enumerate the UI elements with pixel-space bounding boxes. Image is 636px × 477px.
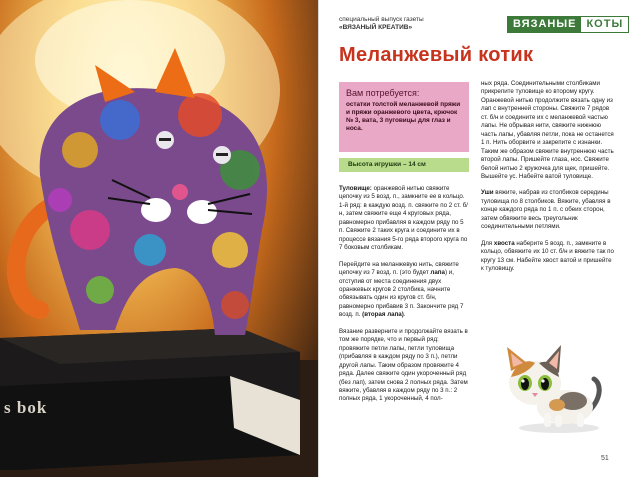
section-tag: [507, 16, 629, 33]
kitten-illustration: [499, 343, 604, 435]
section-tag-primary: ВЯЗАНЫЕ: [508, 17, 581, 32]
article-page: [318, 0, 636, 477]
materials-text: остатки толстой меланжевой пряжи и пряжи оранжевого цвета, крючок № 3, вата, 3 пуговицы для глаз и носа.: [346, 101, 461, 133]
text-column-1: [339, 185, 469, 412]
paragraph-body: Туловище: оранжевой нитью свяжите цепочку из 5 возд. п., замкните ее в кольцо. 1-й ряд: в каждую возд. п. свяжите по 2 ст. б/н, затем свяжите еще 4 круговых ряда, равномерно прибавляя в каждом ряду по 5 п. Свяжите 2 таких круга и соедините их в процессе вязания 5-го ряда второго круга по 7 боковым столбикам.: [339, 185, 468, 252]
issue-label: [339, 16, 424, 32]
toy-height-label: Высота игрушки – 14 см: [339, 158, 469, 172]
section-tag-secondary: КОТЫ: [581, 17, 628, 32]
book-spine-text: s bok: [4, 398, 48, 417]
paragraph-legs: Перейдите на меланжевую нить, свяжите цепочку из 7 возд. п. (это будет лапа) и, отступив от места соединения двух оранжевых кругов 2 столбика, начните обвязывать один из кругов ст. б/н, равномерно прибавив 3 п. Закончите ряд 7 возд. п. (вторая лапа).: [339, 260, 464, 319]
paragraph-assembly: ных ряда. Соединительными столбиками прикрепите туловище ко второму кругу. Оранжевой нитью продолжите вязать одну из лап с внутренней стороны. Свяжите 7 рядов ст. б/н и соедините их с меланжевой частью лапы. Не обрывая нити, свяжите нижнюю часть лапы, убавляя петли, пока не останется 1 п. Нить оборвите и закрепите с изнанки. Таким же образом свяжите внутреннюю часть второй лапы. Пришейте глаза, нос. Свяжите белой нитью 2 кружочка для щек, пришейте. Вышейте ус. Набейте ватой туловище.: [481, 80, 614, 180]
paragraph-rows: Вязание разверните и продолжайте вязать в том же порядке, что и первый ряд: провяжите петли лапы, петли туловища (прибавляя в каждом ряду по 3 п.), петли другой лапы. Таким образом провяжите 4 ряда. Далее свяжите один укороченный ряд (без лап), затем снова 2 полных ряда. Затем вяжите, убавляя в каждом ряду по 3 п.: 2 полных ряда, 1 укороченный, 4 пол-: [339, 327, 468, 403]
materials-box: [339, 82, 469, 152]
issue-line-2: «ВЯЗАНЫЙ КРЕАТИВ»: [339, 24, 413, 31]
text-column-2: [481, 80, 616, 282]
issue-line-1: специальный выпуск газеты: [339, 16, 424, 23]
article-title: Меланжевый котик: [339, 44, 534, 66]
paragraph-tail: Для хвоста наберите 5 возд. п., замкните в кольцо, обвяжите их 10 ст. б/н и вяжите так по кругу 13 см. Набейте хвост ватой и пришейте к туловищу.: [481, 239, 614, 273]
paragraph-ears: Уши вяжите, набрав из столбиков середины туловища по 8 столбиков. Вяжите, убавляя в конце каждого ряда по 1 п. с обеих сторон, затем обвяжите весь треугольник соединительными петлями.: [481, 189, 611, 231]
page-number: 51: [601, 455, 609, 462]
materials-heading: Вам потребуется:: [346, 88, 420, 98]
